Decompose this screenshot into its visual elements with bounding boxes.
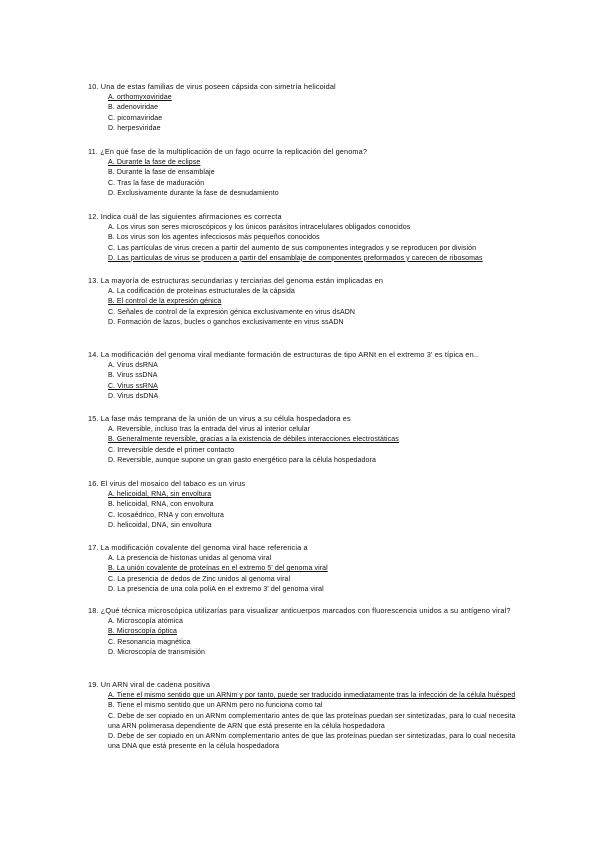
- option-text: B. Tiene el mismo sentido que un ARNm pero no funciona como tal: [108, 702, 323, 710]
- option-text: D. Microscopía de transmisión: [108, 648, 206, 656]
- answer-options: [108, 691, 528, 753]
- answer-option: [108, 223, 528, 233]
- answer-option: [108, 585, 528, 595]
- question-12: [88, 212, 528, 264]
- option-text: D. Exclusivamente durante la fase de desnudamiento: [108, 189, 279, 197]
- option-text: A. orthomyxoviridae: [108, 94, 172, 101]
- answer-option: [108, 456, 528, 466]
- answer-option: [108, 168, 528, 178]
- option-text: B. Generalmente reversible, gracias a la existencia de débiles interacciones electrostáticas: [108, 436, 399, 444]
- option-text: D. helicoidal, DNA, sin envoltura: [108, 521, 212, 529]
- option-text: D. herpesviridae: [108, 124, 161, 132]
- answer-option: [108, 575, 528, 585]
- option-text: D. Reversible, aunque supone un gran gasto energético para la célula hospedadora: [108, 456, 376, 464]
- question-stem: 18. ¿Qué técnica microscópica utilizarías para visualizar anticuerpos marcados con fluorescencia unidos a su antígeno viral?: [88, 606, 511, 615]
- option-text: C. Irreversible desde el primer contacto: [108, 446, 235, 454]
- option-text: D. Virus dsDNA: [108, 392, 159, 400]
- option-text: B. Virus ssDNA: [108, 372, 158, 380]
- option-text: A. Durante la fase de eclipse: [108, 159, 201, 166]
- option-text: A. Los virus son seres microscópicos y los únicos parásitos intracelulares obligados conocidos: [108, 224, 411, 231]
- answer-option: [108, 648, 528, 658]
- option-text: A. Reversible, incluso tras la entrada del virus al interior celular: [108, 426, 311, 433]
- option-text: B. Durante la fase de ensamblaje: [108, 169, 215, 177]
- question-stem: 11. ¿En qué fase de la multiplicación de un fago ocurre la replicación del genoma?: [88, 147, 368, 156]
- option-text: C. picornaviridae: [108, 114, 163, 122]
- question-10: [88, 82, 528, 134]
- question-19: [88, 680, 528, 753]
- question-stem: 19. Un ARN viral de cadena positiva: [88, 680, 211, 689]
- question-18: [88, 606, 528, 658]
- correct-answer-option: [108, 435, 528, 445]
- option-text: D. Las partículas de virus se producen a partir del ensamblaje de componentes preformados y carecen de ribosomas: [108, 254, 483, 262]
- correct-answer-option: [108, 297, 528, 307]
- question-stem: 13. La mayoría de estructuras secundarias y terciarias del genoma están implicadas en: [88, 276, 384, 285]
- correct-answer-option: [108, 627, 528, 637]
- answer-option: [108, 124, 528, 134]
- option-text: B. Microscopía óptica: [108, 628, 178, 636]
- option-text: A. La presencia de histonas unidas al genoma viral: [108, 555, 272, 562]
- option-text: C. Señales de control de la expresión génica exclusivamente en virus dsADN: [108, 308, 356, 316]
- answer-option: [108, 287, 528, 297]
- answer-option: [108, 308, 528, 318]
- answer-option: [108, 371, 528, 381]
- option-text: C. Tras la fase de maduración: [108, 179, 205, 187]
- answer-options: [108, 93, 528, 134]
- option-text: C. Icosaédrico, RNA y con envoltura: [108, 511, 224, 519]
- option-text: B. La unión covalente de proteínas en el extremo 5' del genoma viral: [108, 565, 328, 573]
- answer-option: [108, 361, 528, 371]
- answer-option: [108, 233, 528, 243]
- option-text: B. El control de la expresión génica: [108, 298, 222, 306]
- answer-option: [108, 114, 528, 124]
- question-stem: 14. La modificación del genoma viral mediante formación de estructuras de tipo ARNt en el extremo 3' es típica en..: [88, 350, 479, 359]
- answer-options: [108, 554, 528, 595]
- answer-option: [108, 732, 528, 753]
- option-text: B. Los virus son los agentes infecciosos más pequeños conocidos: [108, 234, 320, 242]
- question-stem: 15. La fase más temprana de la unión de un virus a su célula hospedadora es: [88, 414, 351, 423]
- answer-option: [108, 712, 528, 733]
- option-text: A. Tiene el mismo sentido que un ARNm y por tanto, puede ser traducido inmediatamente tras la infección de la célula huésped: [108, 692, 516, 699]
- option-text: D. La presencia de una cola poliA en el extremo 3' del genoma viral: [108, 585, 324, 593]
- option-text: A. Virus dsRNA: [108, 362, 158, 369]
- correct-answer-option: [108, 254, 528, 264]
- answer-option: [108, 638, 528, 648]
- answer-option: [108, 446, 528, 456]
- answer-options: [108, 158, 528, 199]
- option-text: B. helicoidal, RNA, con envoltura: [108, 501, 214, 509]
- question-11: [88, 147, 528, 199]
- option-text: C. Resonancia magnética: [108, 638, 191, 646]
- answer-options: [108, 287, 528, 328]
- question-stem: 16. El virus del mosaico del tabaco es un virus: [88, 479, 246, 488]
- correct-answer-option: [108, 93, 528, 103]
- option-text: A. helicoidal, RNA, sin envoltura: [108, 491, 212, 498]
- answer-options: [108, 223, 528, 264]
- answer-options: [108, 361, 528, 402]
- option-text: C. Las partículas de virus crecen a partir del aumento de sus componentes integrados y se reproducen por división: [108, 244, 477, 252]
- question-stem: 17. La modificación covalente del genoma viral hace referencia a: [88, 543, 308, 552]
- answer-options: [108, 425, 528, 466]
- correct-answer-option: [108, 382, 528, 392]
- answer-options: [108, 617, 528, 658]
- question-stem: 10. Una de estas familias de virus poseen cápsida con simetría helicoidal: [88, 82, 336, 91]
- answer-option: [108, 511, 528, 521]
- correct-answer-option: [108, 490, 528, 500]
- answer-options: [108, 490, 528, 531]
- option-text: C. Debe de ser copiado en un ARNm complementario antes de que las proteínas puedan ser sintetizadas, para lo cual necesita una ARN polimerasa dependiente de ARN que está presente en la célula hospedadora: [108, 712, 516, 730]
- question-15: [88, 414, 528, 466]
- correct-answer-option: [108, 564, 528, 574]
- option-text: D. Debe de ser copiado en un ARNm complementario antes de que las proteínas puedan ser sintetizadas, para lo cual necesita una DNA que está presente en la célula hospedadora: [108, 733, 516, 751]
- option-text: A. La codificación de proteínas estructurales de la cápsida: [108, 288, 295, 295]
- question-stem: 12. Indica cuál de las siguientes afirmaciones es correcta: [88, 212, 282, 221]
- answer-option: [108, 103, 528, 113]
- answer-option: [108, 500, 528, 510]
- answer-option: [108, 617, 528, 627]
- answer-option: [108, 179, 528, 189]
- option-text: D. Formación de lazos, bucles o ganchos exclusivamente en virus ssADN: [108, 318, 344, 326]
- correct-answer-option: [108, 158, 528, 168]
- option-text: A. Microscopía atómica: [108, 618, 183, 625]
- answer-option: [108, 701, 528, 711]
- question-17: [88, 543, 528, 595]
- option-text: B. adenoviridae: [108, 104, 159, 112]
- answer-option: [108, 318, 528, 328]
- correct-answer-option: [108, 691, 528, 701]
- question-14: [88, 350, 528, 402]
- answer-option: [108, 244, 528, 254]
- question-16: [88, 479, 528, 531]
- option-text: C. Virus ssRNA: [108, 382, 158, 390]
- answer-option: [108, 554, 528, 564]
- question-13: [88, 276, 528, 328]
- answer-option: [108, 189, 528, 199]
- answer-option: [108, 392, 528, 402]
- option-text: C. La presencia de dedos de Zinc unidos al genoma viral: [108, 575, 291, 583]
- answer-option: [108, 425, 528, 435]
- answer-option: [108, 521, 528, 531]
